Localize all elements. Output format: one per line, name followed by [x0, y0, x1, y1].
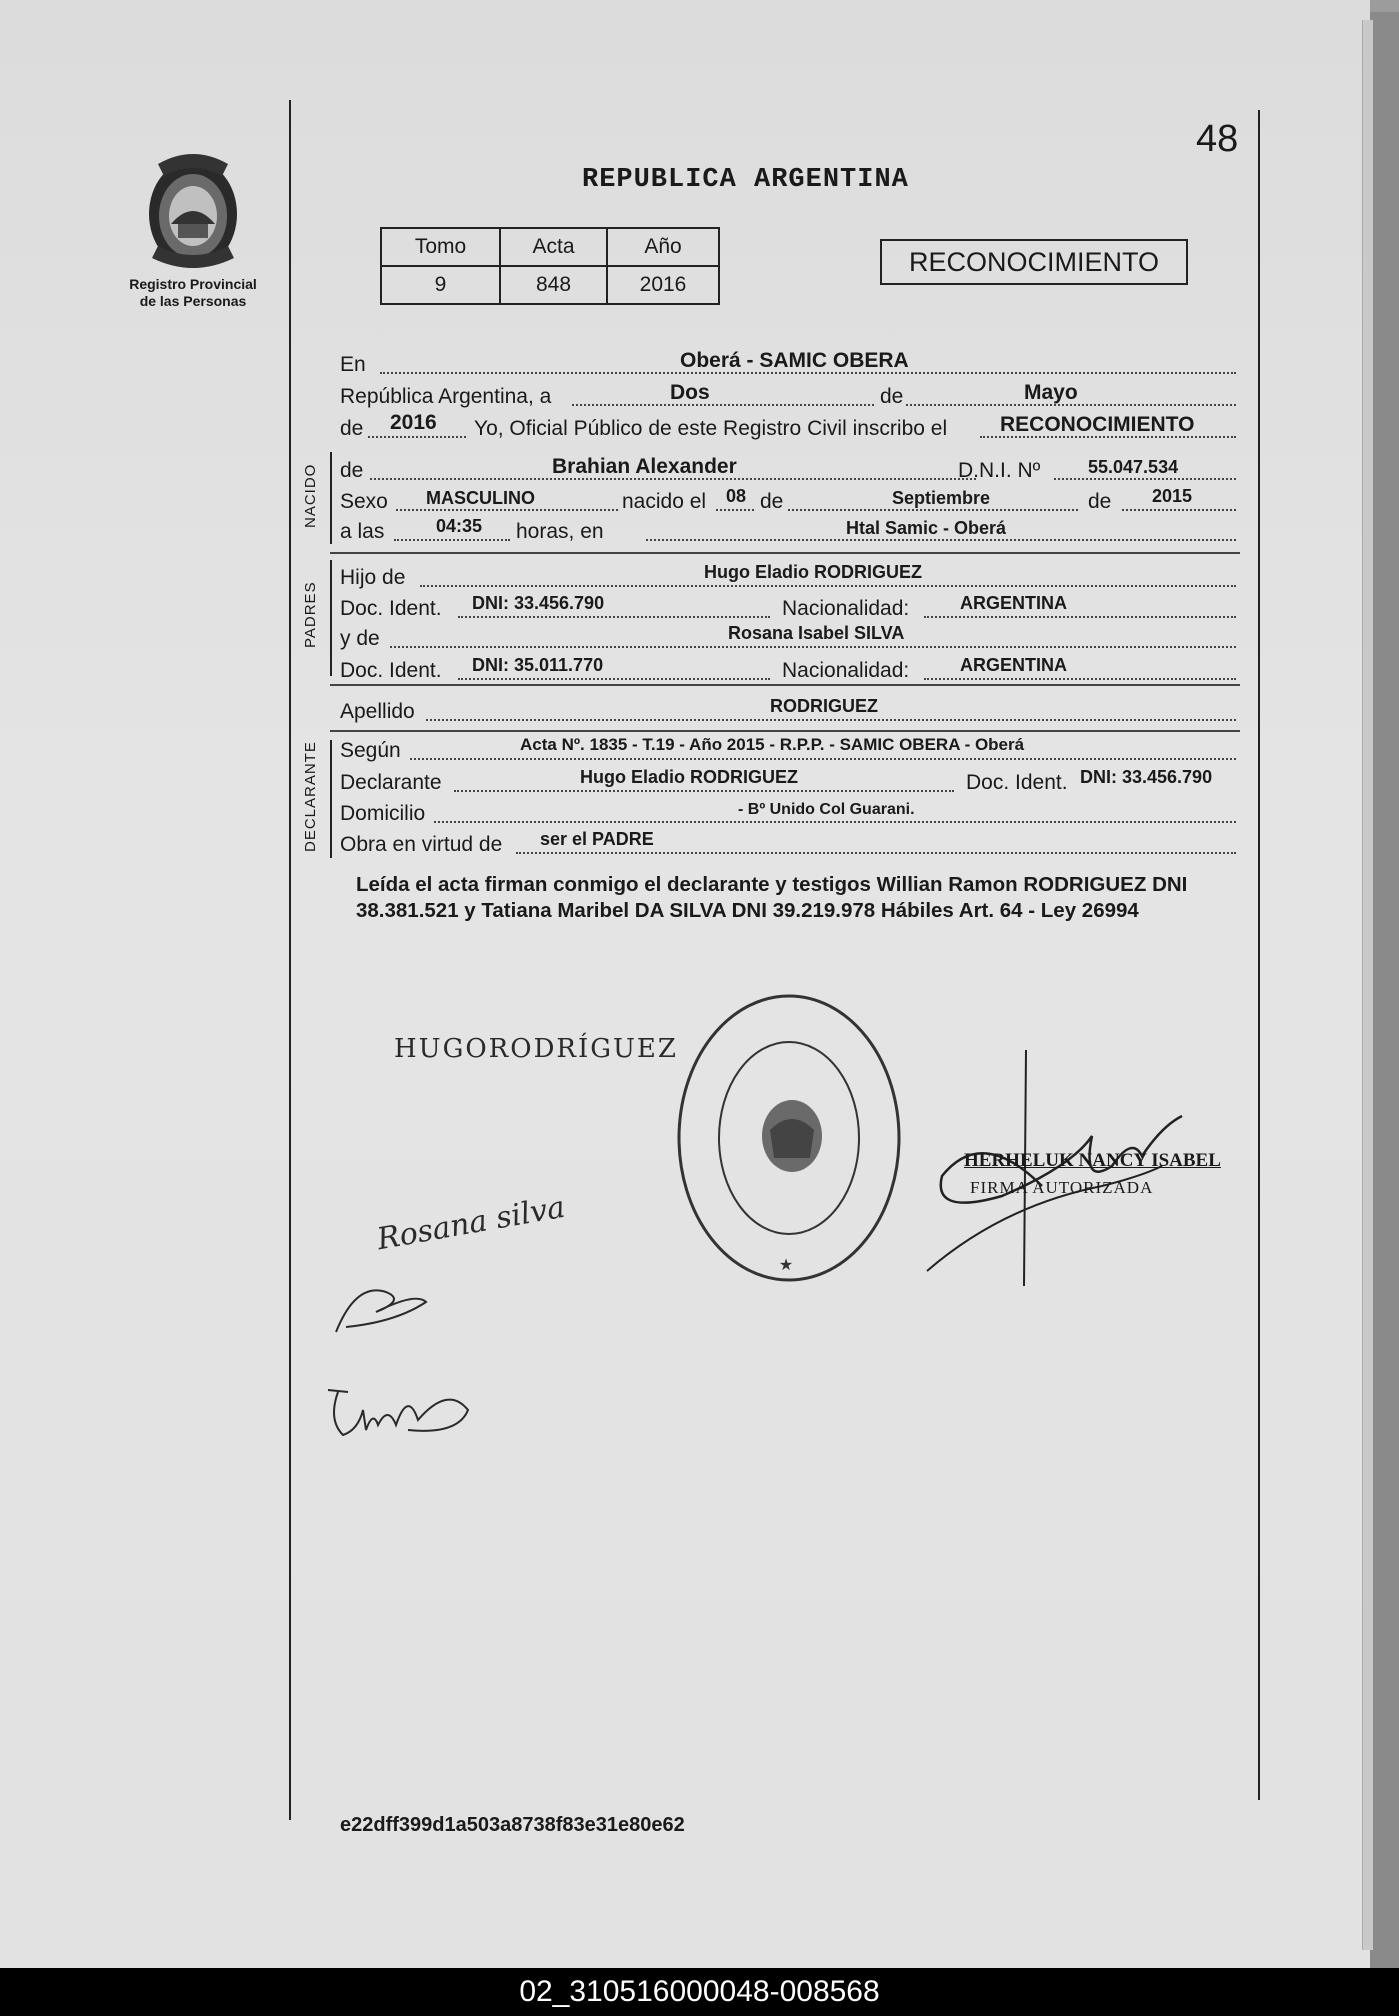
father-value: Hugo Eladio RODRIGUEZ [704, 562, 922, 582]
sheet-edge [1362, 20, 1373, 1950]
padres-bar [330, 560, 332, 676]
obra-label: Obra en virtud de [340, 833, 503, 856]
nacido-section-label: NACIDO [302, 463, 319, 528]
a-las-label: a las [340, 520, 385, 543]
en-label: En [340, 353, 366, 376]
segun-label: Según [340, 739, 401, 762]
padres-section-label: PADRES [302, 581, 319, 648]
horas-en-label: horas, en [516, 520, 604, 543]
mother-doc-label: Doc. Ident. [340, 659, 442, 682]
official-stamp [674, 988, 904, 1288]
nacido-de-label2: de [760, 490, 784, 513]
signature-hugo: HUGORODRÍGUEZ [394, 1034, 678, 1064]
mother-value: Rosana Isabel SILVA [728, 623, 905, 643]
hijo-de-label: Hijo de [340, 566, 406, 589]
act-type-box: RECONOCIMIENTO [880, 239, 1188, 285]
page-number: 48 [1196, 118, 1239, 160]
line-apellido [340, 697, 1240, 727]
line-domicilio [340, 799, 1240, 829]
de2-label: de [340, 417, 364, 440]
line-nacido-name [340, 456, 1240, 486]
line-declarante [340, 768, 1240, 798]
dni-label: D.N.I. Nº [958, 459, 1041, 482]
line-nacido-hora [340, 517, 1240, 547]
divider [330, 684, 1240, 686]
domicilio-value: - Bº Unido Col Guarani. [738, 801, 915, 818]
ref-value-ano: 2016 [607, 266, 719, 304]
place-value: Htal Samic - Oberá [846, 518, 1007, 538]
signature-rosana: Rosana silva [374, 1189, 568, 1258]
ref-header-ano: Año [607, 228, 719, 266]
divider [330, 552, 1240, 554]
mother-nat-value: ARGENTINA [960, 655, 1067, 675]
reference-table [380, 227, 720, 305]
time-value: 04:35 [436, 516, 483, 536]
inscribo-label: Yo, Oficial Público de este Registro Civil inscribo el [474, 417, 948, 440]
declarante-value: Hugo Eladio RODRIGUEZ [580, 767, 798, 787]
declarante-label: Declarante [340, 771, 442, 794]
line-inscribo [340, 411, 1240, 444]
nacido-year-value: 2015 [1152, 486, 1193, 506]
day-value: Dos [670, 381, 710, 404]
official-role: FIRMA AUTORIZADA [970, 1178, 1154, 1197]
page-title: REPUBLICA ARGENTINA [582, 165, 909, 195]
declarante-bar [330, 740, 332, 858]
inscribo-value: RECONOCIMIENTO [1000, 413, 1195, 436]
mother-nat-label: Nacionalidad: [782, 659, 910, 682]
mother-doc-value: DNI: 35.011.770 [472, 655, 604, 675]
en-value: Oberá - SAMIC OBERA [680, 349, 909, 372]
dni-value: 55.047.534 [1088, 457, 1179, 477]
de-label: de [880, 385, 904, 408]
father-nat-label: Nacionalidad: [782, 597, 910, 620]
logo-caption-2: de las Personas [139, 293, 247, 309]
closing-text: Leída el acta firman conmigo el declarante y testigos Willian Ramon RODRIGUEZ DNI 38.381.521 y Tatiana Maribel DA SILVA DNI 39.219.978 Hábiles Art. 64 - Ley 26994 [356, 873, 1188, 922]
stamp-seal-icon [674, 988, 904, 1288]
republica-label: República Argentina, a [340, 385, 552, 408]
scan-footer-id: 02_310516000048-008568 [0, 1968, 1399, 2016]
nacido-el-label: nacido el [622, 490, 707, 513]
nacido-month-value: Septiembre [892, 488, 991, 508]
declarante-doc-value: DNI: 33.456.790 [1080, 767, 1213, 787]
father-doc-label: Doc. Ident. [340, 597, 442, 620]
line-en [340, 350, 1240, 380]
line-obra [340, 830, 1240, 860]
ref-value-acta: 848 [500, 266, 607, 304]
witness-signature-1 [326, 1272, 446, 1342]
nacido-de-label3: de [1088, 490, 1112, 513]
domicilio-label: Domicilio [340, 802, 426, 825]
nacido-day-value: 08 [726, 486, 747, 506]
father-doc-value: DNI: 33.456.790 [472, 593, 605, 613]
line-mother-doc [340, 656, 1240, 686]
official-name: HERHELUK NANCY ISABEL [964, 1150, 1221, 1171]
declarante-section-label: DECLARANTE [302, 741, 319, 852]
nacido-bar [330, 452, 332, 544]
sexo-value: MASCULINO [426, 488, 535, 508]
declarante-doc-label: Doc. Ident. [966, 771, 1068, 794]
father-nat-value: ARGENTINA [960, 593, 1067, 613]
ref-header-acta: Acta [500, 228, 607, 266]
dotted-fill [572, 404, 874, 406]
witness-signature-2 [318, 1380, 478, 1450]
ref-value-tomo: 9 [381, 266, 500, 304]
apellido-label: Apellido [340, 700, 415, 723]
document-hash: e22dff399d1a503a8738f83e31e80e62 [340, 1814, 685, 1836]
misiones-coat-of-arms-icon [138, 146, 248, 276]
apellido-value: RODRIGUEZ [770, 696, 878, 716]
registry-logo [118, 146, 268, 310]
nacido-name-value: Brahian Alexander [552, 455, 737, 478]
nacido-de-label: de [340, 459, 364, 482]
right-margin-line [1258, 110, 1260, 1800]
y-de-label: y de [340, 627, 380, 650]
ref-header-tomo: Tomo [381, 228, 500, 266]
svg-text:★: ★ [778, 1257, 794, 1274]
line-republica [340, 382, 1240, 412]
sexo-label: Sexo [340, 490, 388, 513]
obra-value: ser el PADRE [540, 829, 654, 849]
year-value: 2016 [390, 411, 437, 434]
segun-value: Acta Nº. 1835 - T.19 - Año 2015 - R.P.P. - SAMIC OBERA - Oberá [520, 735, 1025, 754]
left-margin-line [289, 100, 291, 1820]
logo-caption-1: Registro Provincial [129, 276, 257, 292]
month-value: Mayo [1024, 381, 1078, 404]
